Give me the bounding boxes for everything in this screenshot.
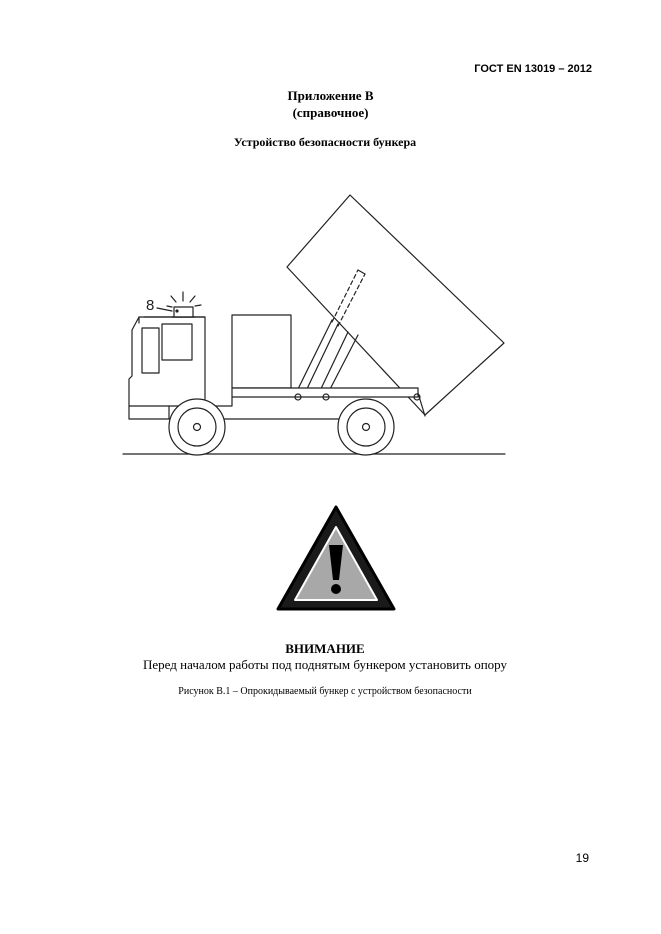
- document-code: ГОСТ EN 13019 – 2012: [474, 63, 592, 75]
- warning-instruction: Перед началом работы под поднятым бункером установить опору: [143, 657, 507, 672]
- chassis-box: [232, 315, 291, 388]
- chassis-frame: [232, 388, 418, 397]
- annex-heading: [0, 87, 661, 121]
- tipping-truck-illustration: [115, 190, 515, 460]
- page-number: 19: [575, 851, 589, 865]
- rotating-beacon: [167, 292, 201, 317]
- figure-caption: Рисунок В.1 – Опрокидываемый бункер с устройством безопасности: [178, 686, 472, 697]
- truck-cab: [129, 317, 205, 406]
- tipped-hopper: [287, 195, 504, 415]
- section-title: Устройство безопасности бункера: [233, 135, 417, 149]
- callout-dot: [175, 309, 178, 312]
- callout-label-8: 8: [146, 297, 155, 314]
- attention-heading: ВНИМАНИЕ: [285, 641, 365, 656]
- annex-title: Приложение В: [287, 88, 374, 103]
- front-wheel: [169, 399, 225, 455]
- annex-subtitle: (справочное): [292, 105, 369, 120]
- exclamation-dot: [331, 584, 341, 594]
- rear-wheel: [338, 399, 394, 455]
- callout-leader-line: [157, 308, 172, 311]
- warning-triangle-exclamation-icon: [274, 503, 398, 613]
- front-bumper: [129, 406, 169, 419]
